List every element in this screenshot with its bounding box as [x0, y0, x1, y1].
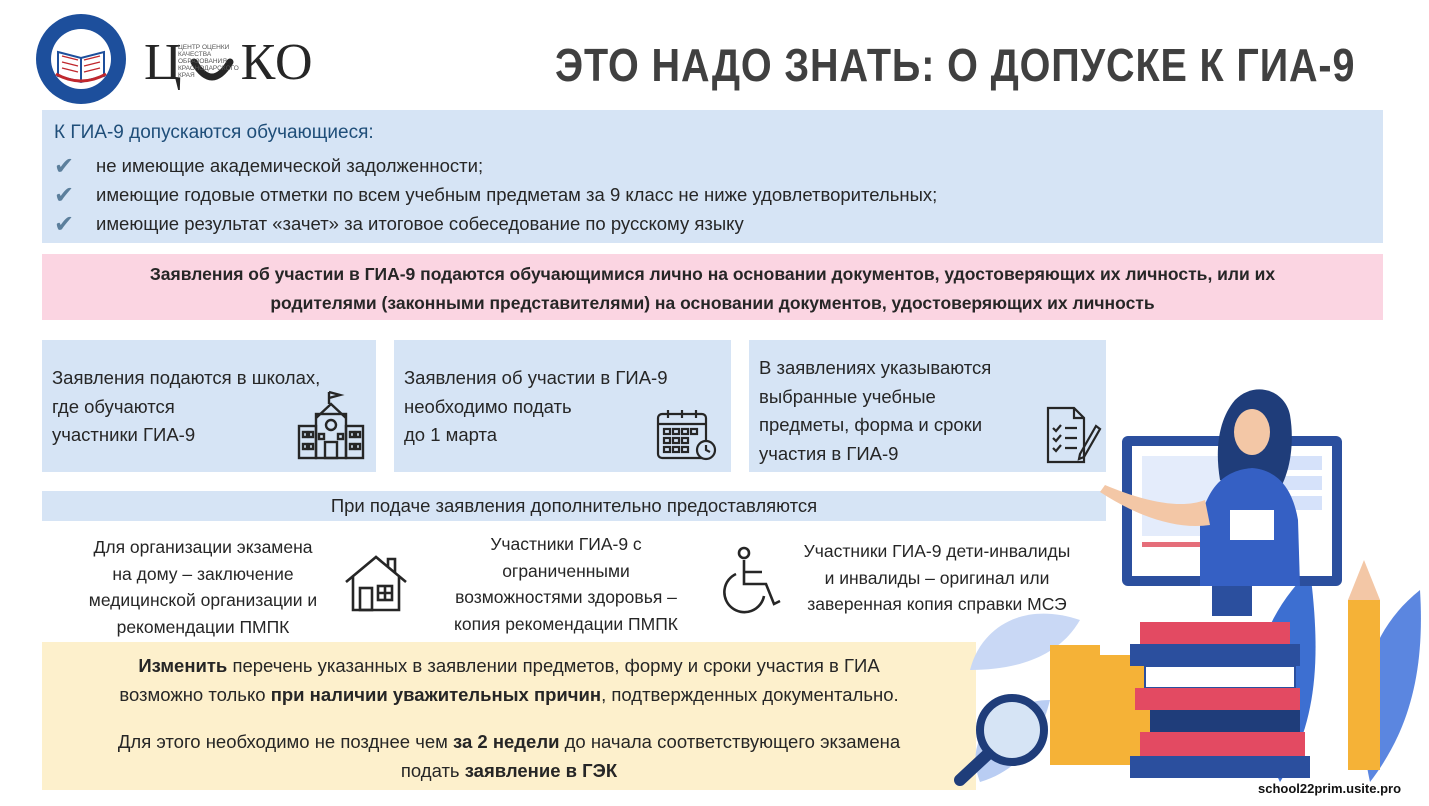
footer-site[interactable]: school22prim.usite.pro	[1258, 781, 1402, 796]
page-title: ЭТО НАДО ЗНАТЬ: О ДОПУСКЕ К ГИА-9	[555, 39, 1356, 91]
admission-item: ✔ имеющие годовые отметки по всем учебным предметам за 9 класс не ниже удовлетворительных;	[54, 182, 938, 209]
doc-home-exam: Для организации экзамена на дому – заключение медицинской организации и рекомендации ПМПК	[88, 537, 318, 637]
admission-block	[42, 110, 1383, 243]
tsoko-logo: Ц КО	[144, 34, 314, 91]
doc-limited-health: Участники ГИА-9 с ограниченными возможностями здоровья – копия рекомендации ПМПК	[454, 534, 678, 634]
card-deadline: Заявления об участии в ГИА-9 необходимо подать до 1 марта	[394, 340, 731, 472]
calendar-icon	[656, 408, 718, 462]
check-icon: ✔	[54, 182, 75, 209]
change-rules-block	[42, 642, 976, 790]
card-schools: Заявления подаются в школах, где обучаются участники ГИА-9	[42, 340, 376, 472]
teacher-illustration	[900, 370, 1429, 782]
change-deadline-paragraph: Для этого необходимо не позднее чем за 2 недели до начала соответствующего экзамена подать заявление в ГЭК	[117, 731, 901, 781]
card-subjects: В заявлениях указываются выбранные учебные предметы, форма и сроки участия в ГИА-9	[749, 340, 1106, 472]
admission-item: ✔ имеющие результат «зачет» за итоговое собеседование по русскому языку	[54, 211, 744, 238]
check-icon: ✔	[54, 153, 75, 180]
additional-docs-heading: При подаче заявления дополнительно предоставляются	[42, 491, 1106, 521]
check-icon: ✔	[54, 211, 75, 238]
change-rules-paragraph: Изменить перечень указанных в заявлении предметов, форму и сроки участия в ГИА возможно только при наличии уважительных причин, подтвержденных документально.	[119, 655, 899, 705]
house-icon	[344, 554, 408, 612]
doc-disabled: Участники ГИА-9 дети-инвалиды и инвалиды – оригинал или заверенная копия справки МСЭ	[803, 541, 1071, 614]
school-icon	[296, 390, 366, 460]
admission-item: ✔ не имеющие академической задолженности;	[54, 153, 484, 180]
ministry-emblem-icon	[34, 12, 128, 106]
tsoko-subtitle: ЦЕНТР ОЦЕНКИ КАЧЕСТВА ОБРАЗОВАНИЯ КРАСНОДАРСКОГО КРАЯ	[178, 44, 239, 79]
applications-notice	[42, 254, 1383, 320]
wheelchair-icon	[720, 546, 786, 614]
notice-line: Заявления об участии в ГИА-9 подаются обучающимися лично на основании документов, удостоверяющих их личность, или их	[149, 264, 1276, 284]
admission-heading: К ГИА-9 допускаются обучающиеся:	[54, 122, 374, 143]
notice-line: родителями (законными представителями) на основании документов, удостоверяющих их личность	[270, 293, 1155, 313]
